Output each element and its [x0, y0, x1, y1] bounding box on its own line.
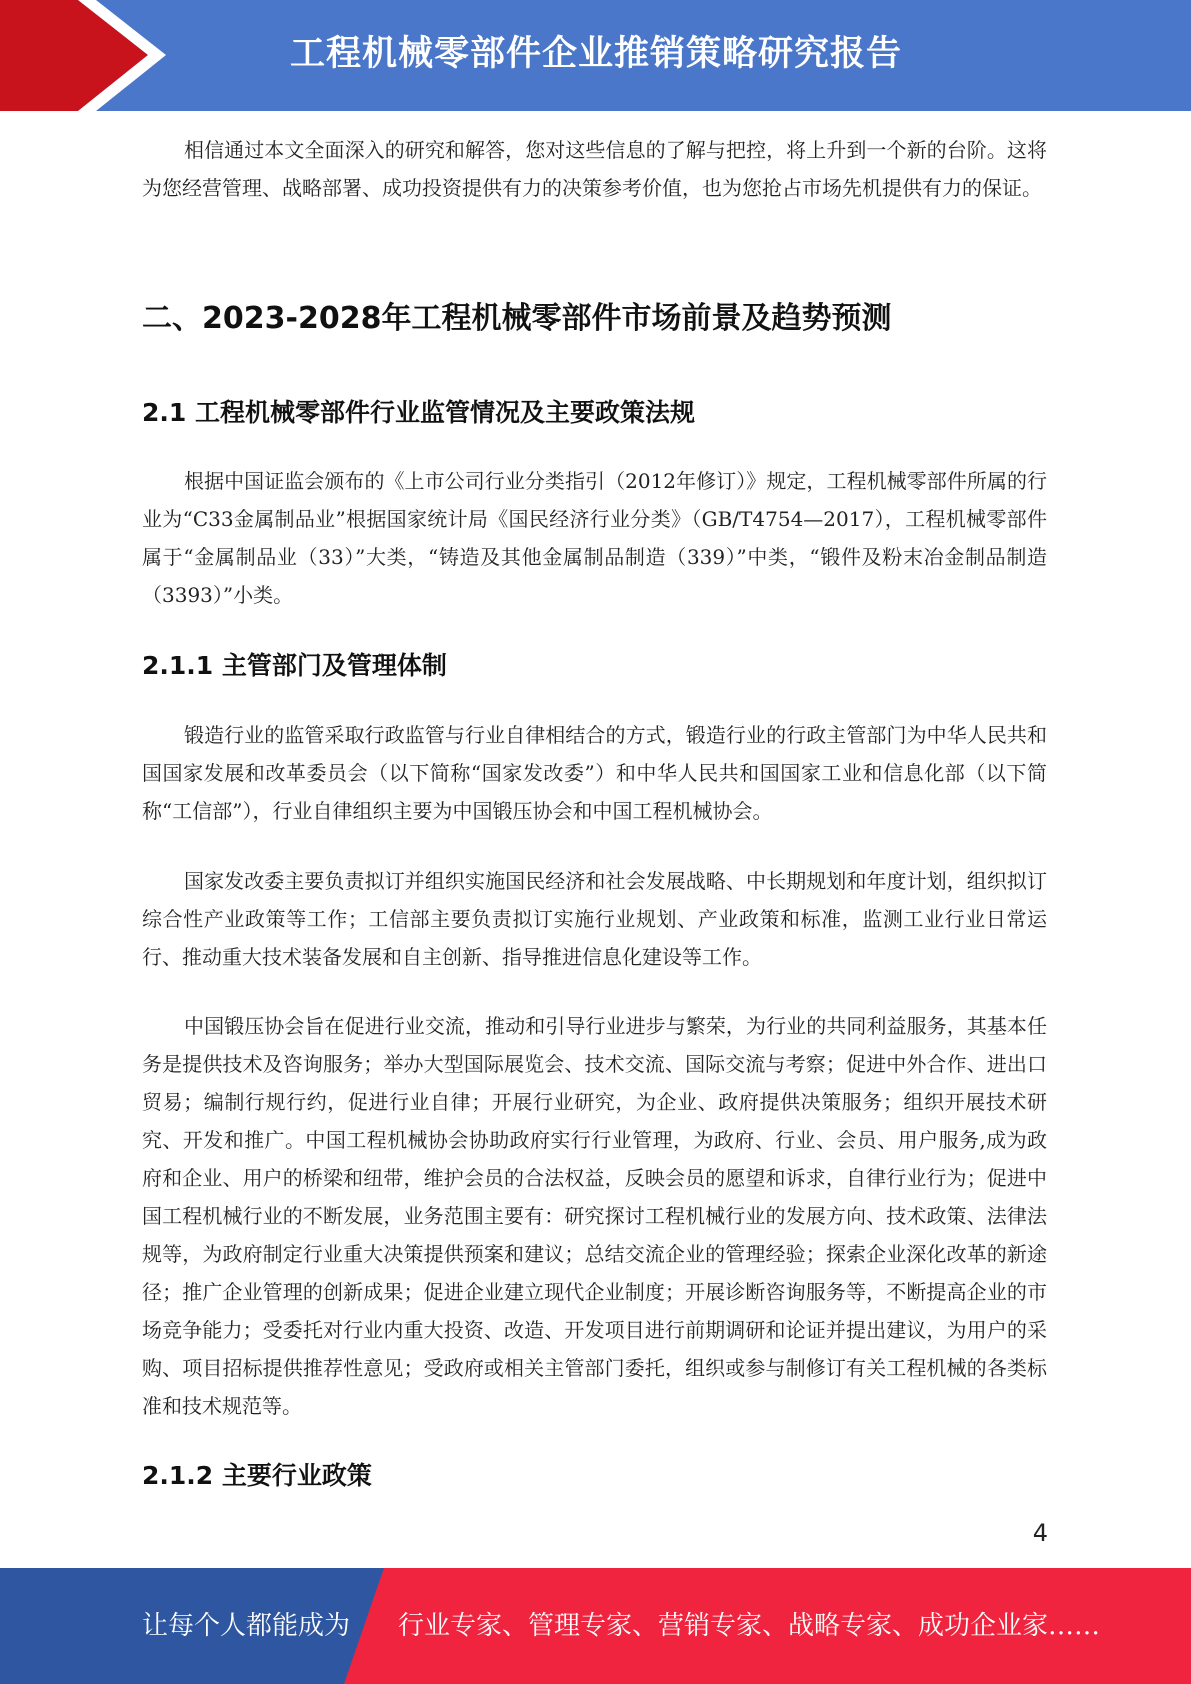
page-number: 4: [1032, 1519, 1048, 1547]
section-2-1-1-paragraph: 国家发改委主要负责拟订并组织实施国民经济和社会发展战略、中长期规划和年度计划，组织拟订综合性产业政策等工作；工信部主要负责拟订实施行业规划、产业政策和标准，监测工业行业日常运行、推动重大技术装备发展和自主创新、指导推进信息化建设等工作。: [142, 869, 1047, 969]
section-heading-2-1: 2.1 工程机械零部件行业监管情况及主要政策法规: [142, 398, 695, 427]
section-2-1-1-paragraph: 中国锻压协会旨在促进行业交流，推动和引导行业进步与繁荣，为行业的共同利益服务，其基本任务是提供技术及咨询服务；举办大型国际展览会、技术交流、国际交流与考察；促进中外合作、进出口贸易；编制行规行约，促进行业自律；开展行业研究，为企业、政府提供决策服务；组织开展技术研究、开发和推广。中国工程机械协会协助政府实行行业管理，为政府、行业、会员、用户服务,成为政府和企业、用户的桥梁和纽带，维护会员的合法权益，反映会员的愿望和诉求，自律行业行为；促进中国工程机械行业的不断发展，业务范围主要有：研究探讨工程机械行业的发展方向、技术政策、法律法规等，为政府制定行业重大决策提供预案和建议；总结交流企业的管理经验；探索企业深化改革的新途径；推广企业管理的创新成果；促进企业建立现代企业制度；开展诊断咨询服务等，不断提高企业的市场竞争能力；受委托对行业内重大投资、改造、开发项目进行前期调研和论证并提出建议，为用户的采购、项目招标提供推荐性意见；受政府或相关主管部门委托，组织或参与制修订有关工程机械的各类标准和技术规范等。: [142, 1014, 1047, 1418]
section-heading-2-1-2: 2.1.2 主要行业政策: [142, 1461, 372, 1490]
footer-right-text: 行业专家、管理专家、营销专家、战略专家、成功企业家……: [398, 1611, 1101, 1641]
page-header: [0, 0, 1191, 111]
page-footer: [0, 1568, 1191, 1684]
section-2-1-block: [142, 462, 1047, 614]
section-2-1-1-block-c: [142, 1007, 1047, 1425]
section-heading-2: 二、2023-2028年工程机械零部件市场前景及趋势预测: [142, 301, 892, 336]
intro-block: [142, 131, 1047, 207]
footer-left-text: 让每个人都能成为: [142, 1611, 351, 1641]
section-2-1-paragraph: 根据中国证监会颁布的《上市公司行业分类指引（2012年修订）》规定，工程机械零部件所属的行业为“C33金属制品业”根据国家统计局《国民经济行业分类》（GB/T4754—2017），工程机械零部件属于“金属制品业（33）”大类，“铸造及其他金属制品制造（339）”中类，“锻件及粉末冶金制品制造（3393）”小类。: [142, 469, 1047, 607]
section-2-1-1-block-b: [142, 862, 1047, 976]
section-2-1-1-paragraph: 锻造行业的监管采取行政监管与行业自律相结合的方式，锻造行业的行政主管部门为中华人民共和国国家发展和改革委员会（以下简称“国家发改委”）和中华人民共和国国家工业和信息化部（以下简称“工信部”），行业自律组织主要为中国锻压协会和中国工程机械协会。: [142, 723, 1047, 823]
header-title: 工程机械零部件企业推销策略研究报告: [290, 34, 903, 74]
section-2-1-1-block-a: [142, 716, 1047, 830]
section-heading-2-1-1: 2.1.1 主管部门及管理体制: [142, 651, 447, 680]
intro-paragraph: 相信通过本文全面深入的研究和解答，您对这些信息的了解与把控，将上升到一个新的台阶。这将为您经营管理、战略部署、成功投资提供有力的决策参考价值，也为您抢占市场先机提供有力的保证。: [142, 138, 1047, 200]
